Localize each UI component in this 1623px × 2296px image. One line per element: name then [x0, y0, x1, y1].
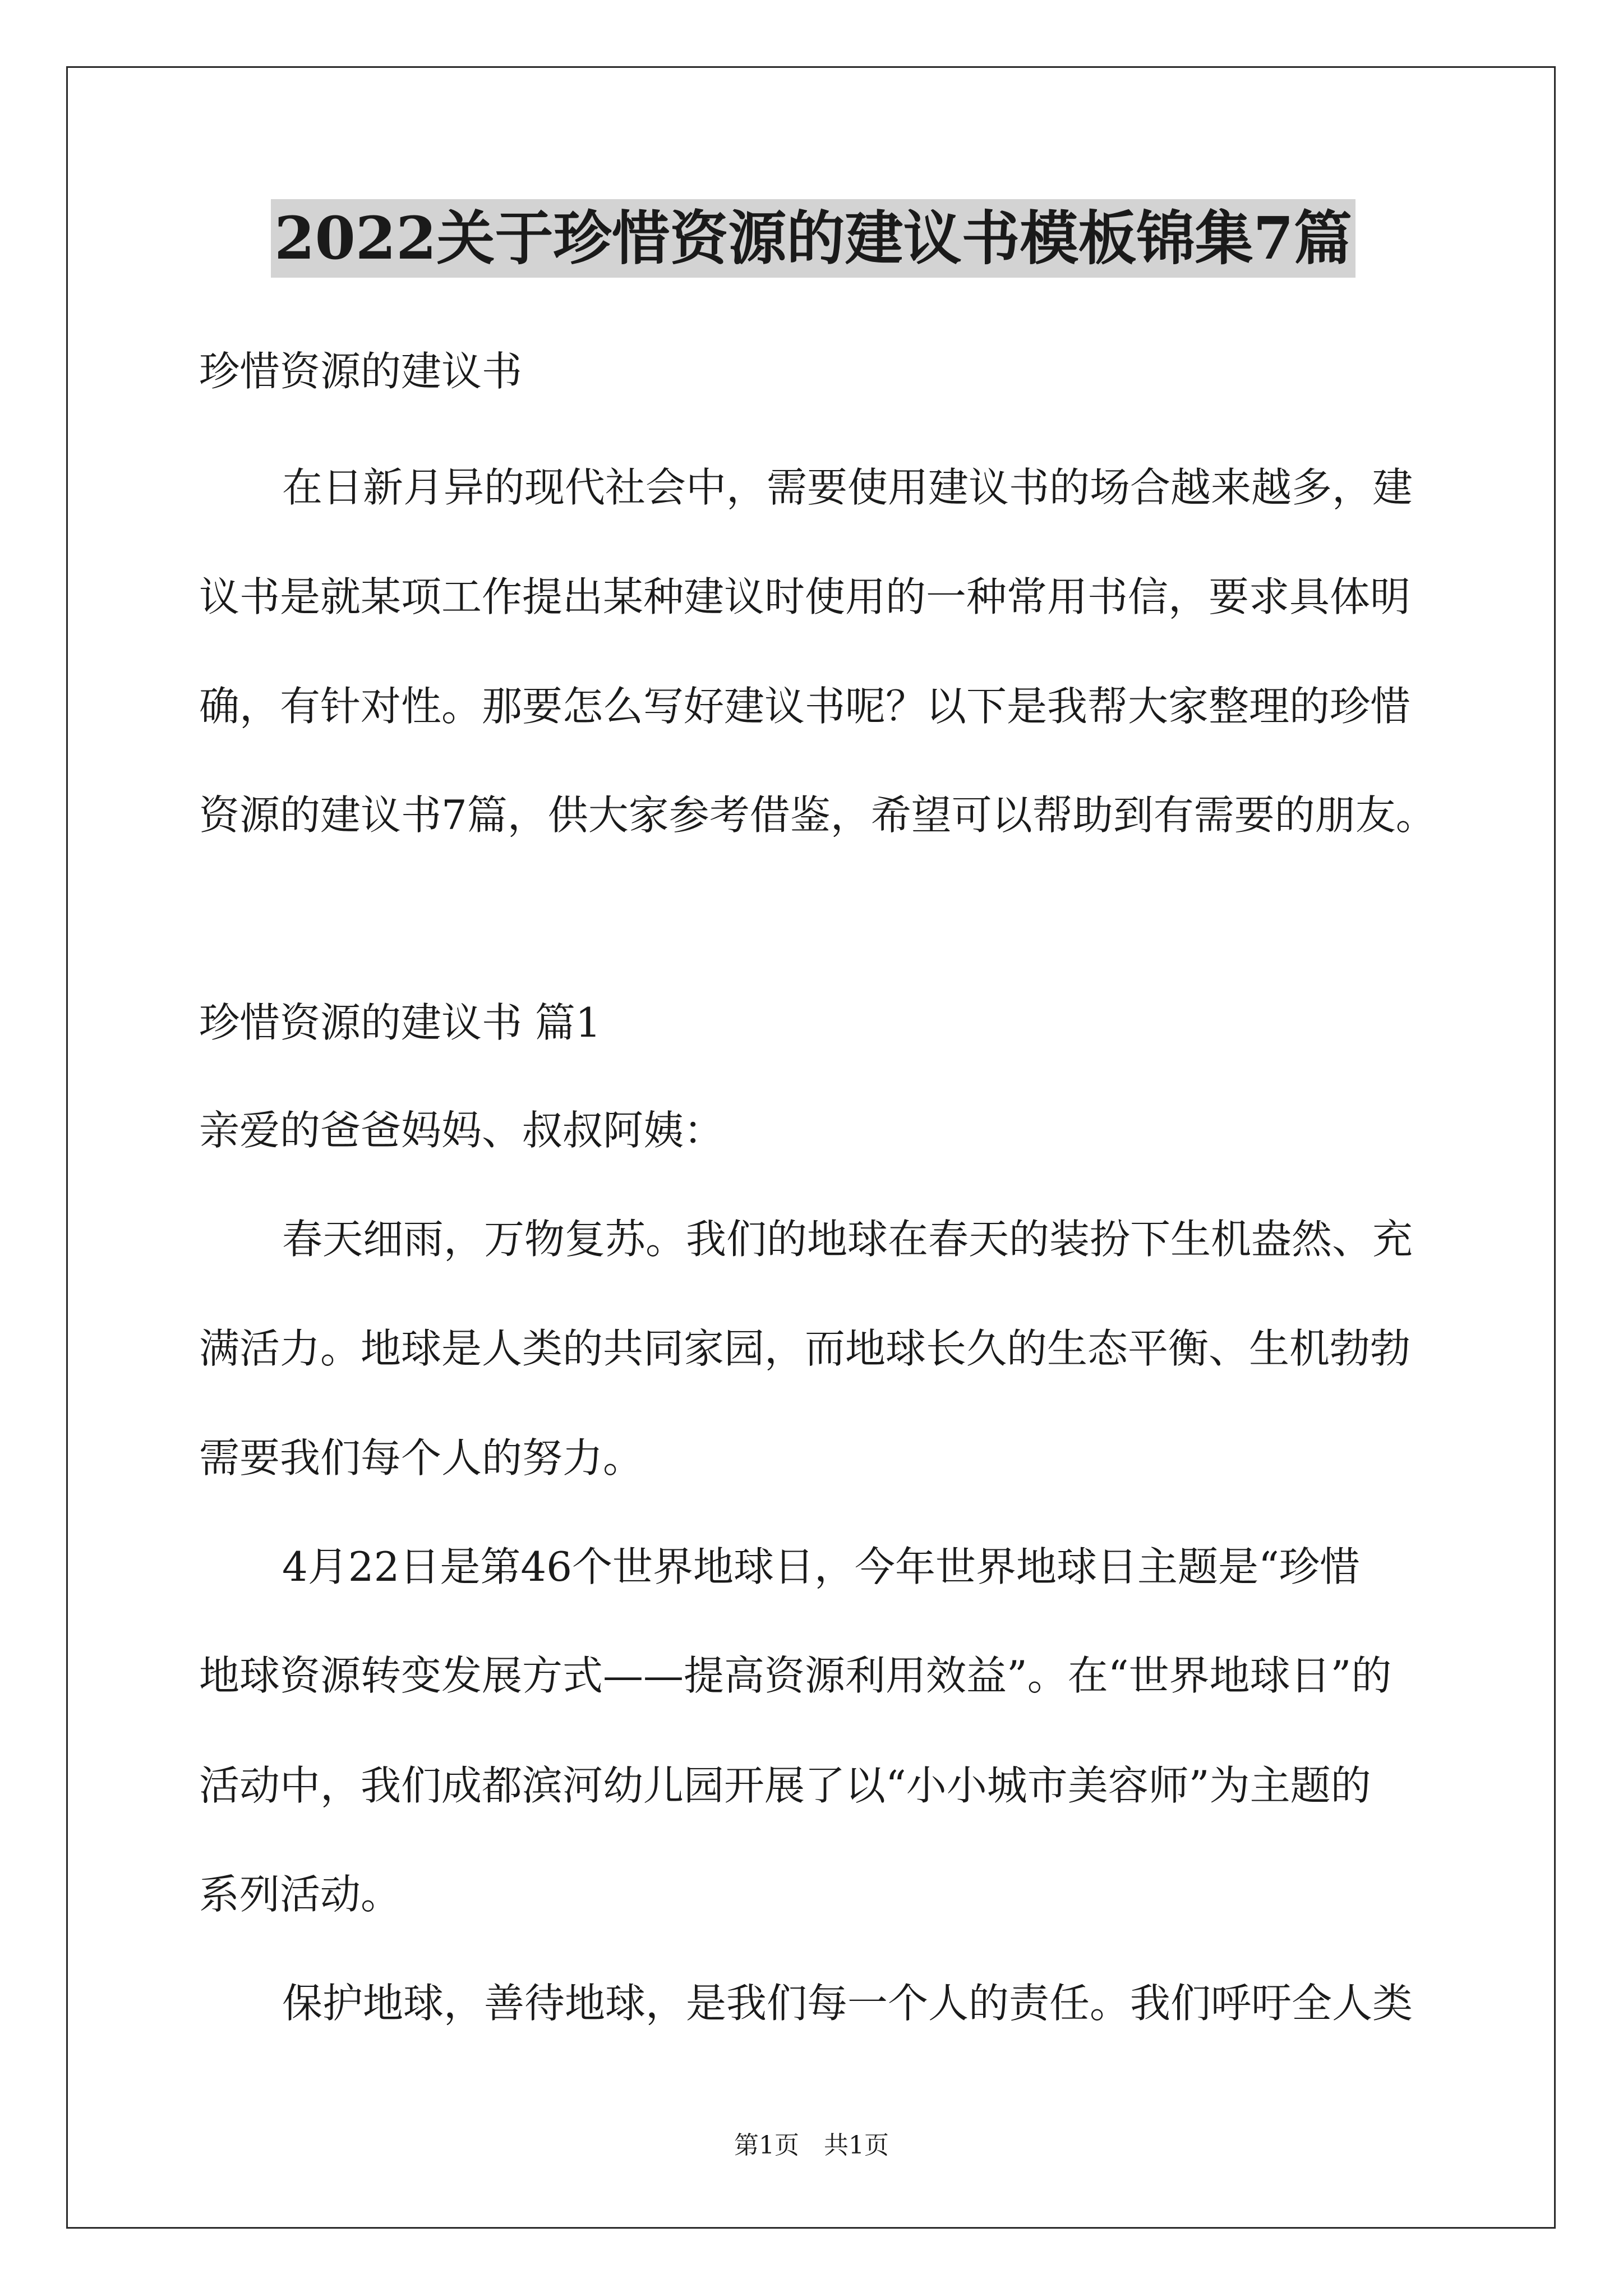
- paragraph-line: 保护地球，善待地球，是我们每一个人的责任。我们呼吁全人类: [282, 1980, 1413, 2027]
- paragraph-line: 活动中，我们成都滨河幼儿园开展了以“小小城市美容师”为主题的: [199, 1762, 1371, 1809]
- page-footer: 第1页 共1页: [734, 2131, 889, 2160]
- document-body: [199, 199, 1427, 283]
- paragraph-line: 地球资源转变发展方式——提高资源利用效益”。在“世界地球日”的: [199, 1652, 1392, 1699]
- paragraph-line: 满活力。地球是人类的共同家园，而地球长久的生态平衡、生机勃勃: [199, 1325, 1411, 1372]
- salutation: 亲爱的爸爸妈妈、叔叔阿姨：: [199, 1107, 725, 1154]
- intro-line: 资源的建议书7篇，供大家参考借鉴，希望可以帮助到有需要的朋友。: [199, 792, 1436, 839]
- section-heading: 珍惜资源的建议书 篇1: [199, 999, 601, 1046]
- paragraph-line: 系列活动。: [199, 1871, 402, 1918]
- intro-line: 确，有针对性。那要怎么写好建议书呢？以下是我帮大家整理的珍惜: [199, 683, 1411, 730]
- paragraph-line: 春天细雨，万物复苏。我们的地球在春天的装扮下生机盎然、充: [282, 1216, 1413, 1263]
- document-title: [199, 199, 1427, 283]
- intro-line: 在日新月异的现代社会中，需要使用建议书的场合越来越多，建: [282, 464, 1413, 511]
- intro-line: 议书是就某项工作提出某种建议时使用的一种常用书信，要求具体明: [199, 573, 1411, 620]
- paragraph-line: 需要我们每个人的努力。: [199, 1434, 644, 1481]
- intro-heading: 珍惜资源的建议书: [199, 348, 523, 395]
- document-title-text: 2022关于珍惜资源的建议书模板锦集7篇: [271, 199, 1355, 278]
- paragraph-line: 4月22日是第46个世界地球日，今年世界地球日主题是“珍惜: [282, 1543, 1360, 1590]
